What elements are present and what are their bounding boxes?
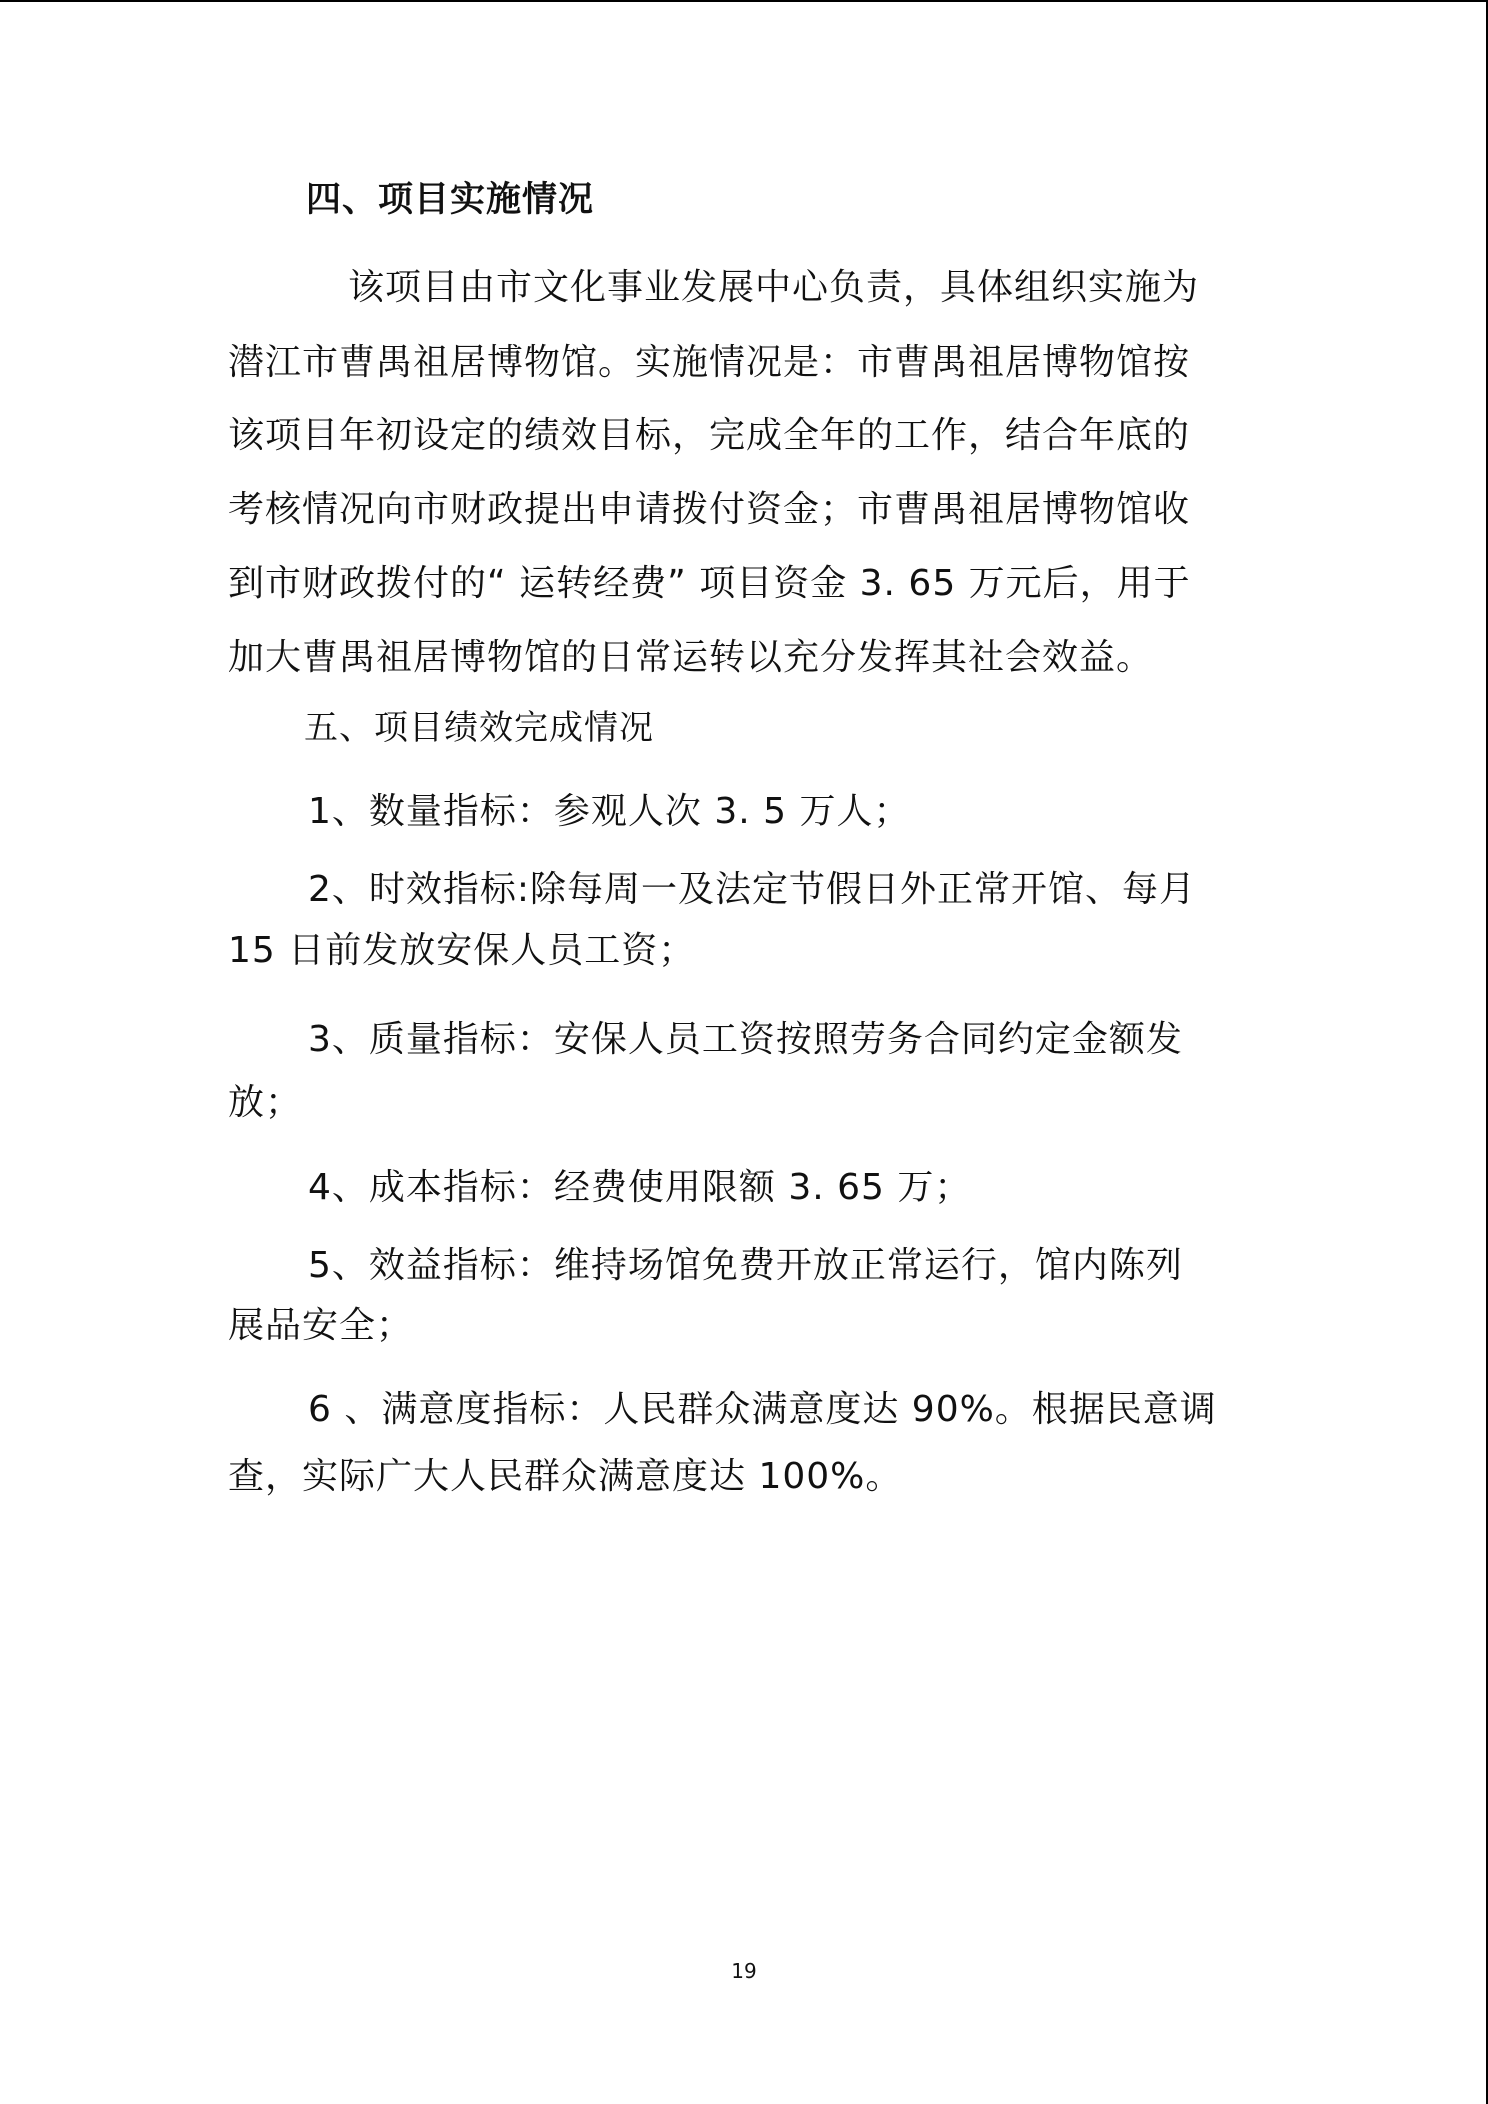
section-4-heading: 四、项目实施情况 [306,180,595,220]
section-5-heading: 五、项目绩效完成情况 [304,708,654,748]
section-4-line-4: 考核情况向市财政提出申请拨付资金；市曹禺祖居博物馆收 [228,489,1191,530]
section-4-line-6: 加大曹禺祖居博物馆的日常运转以充分发挥其社会效益。 [228,637,1154,678]
section-4-line-5: 到市财政拨付的“ 运转经费” 项目资金 3. 65 万元后，用于 [228,563,1191,604]
section-4-line-3: 该项目年初设定的绩效目标，完成全年的工作，结合年底的 [228,415,1191,456]
section-4-line-1: 该项目由市文化事业发展中心负责，具体组织实施为 [348,267,1200,308]
indicator-6-line-1: 6 、满意度指标：人民群众满意度达 90%。根据民意调 [308,1389,1217,1430]
indicator-2-line-2: 15 日前发放安保人员工资； [228,930,696,971]
indicator-5-line-2: 展品安全； [228,1305,414,1346]
indicator-3-line-2: 放； [228,1082,303,1123]
indicator-5-line-1: 5、效益指标：维持场馆免费开放正常运行，馆内陈列 [308,1245,1183,1286]
indicator-3-line-1: 3、质量指标：安保人员工资按照劳务合同约定金额发 [308,1019,1183,1060]
section-4-line-2: 潜江市曹禺祖居博物馆。实施情况是：市曹禺祖居博物馆按 [228,342,1191,383]
indicator-4-line-1: 4、成本指标：经费使用限额 3. 65 万； [308,1167,972,1208]
indicator-6-line-2: 查，实际广大人民群众满意度达 100%。 [228,1456,903,1497]
indicator-2-line-1: 2、时效指标:除每周一及法定节假日外正常开馆、每月 [308,869,1197,910]
page-number: 19 [731,1959,757,1983]
indicator-1-line-1: 1、数量指标：参观人次 3. 5 万人； [308,791,911,832]
